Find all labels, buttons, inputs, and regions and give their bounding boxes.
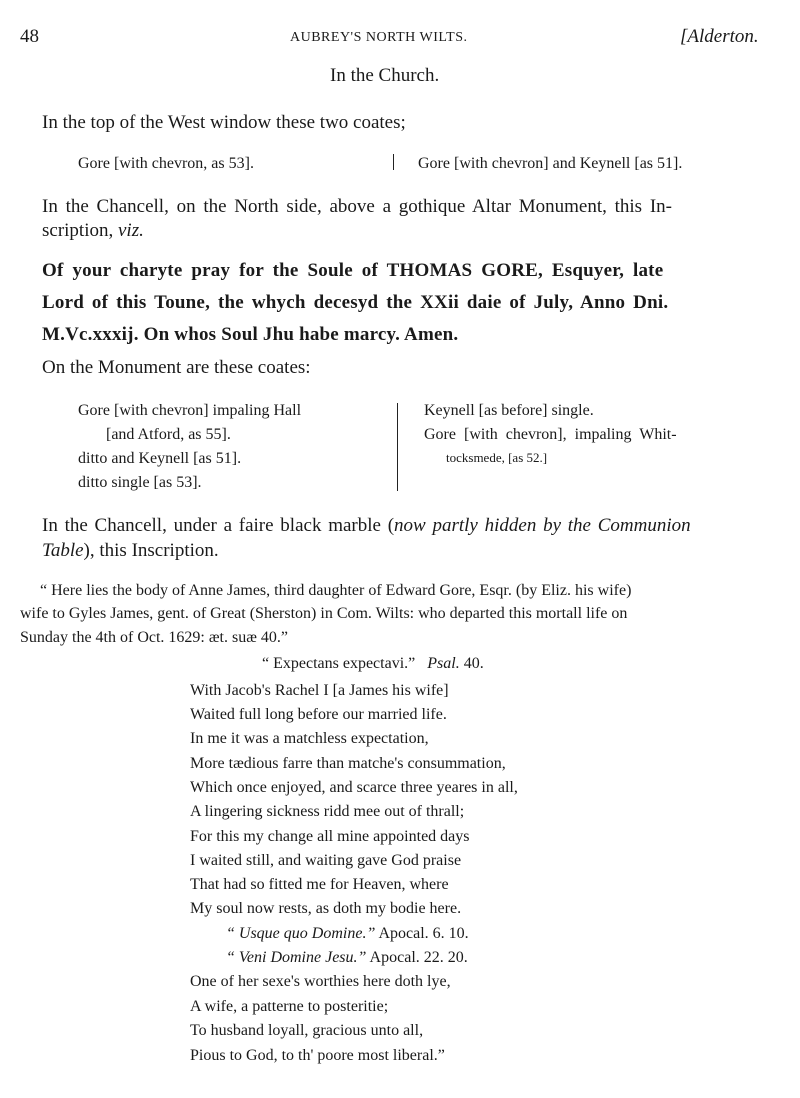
epitaph-line: Sunday the 4th of Oct. 1629: æt. suæ 40.”: [20, 629, 288, 646]
chancell-north-line2: [42, 221, 144, 240]
poem-line: To husband loyall, gracious unto all,: [190, 1022, 424, 1039]
text: 40.: [459, 655, 484, 672]
poem-line: A wife, a patterne to posteritie;: [190, 998, 389, 1015]
text: In the Chancell, under a faire black marble (: [42, 515, 395, 536]
text: “ Expectans expectavi.”: [262, 655, 416, 672]
inscription-line: M.Vc.xxxij. On whos Soul Jhu habe marcy. Amen.: [42, 324, 459, 345]
monument-left-line: [and Atford, as 55].: [106, 426, 231, 443]
divider: [397, 403, 398, 491]
text: scription,: [42, 220, 118, 241]
running-title: AUBREY'S NORTH WILTS.: [290, 30, 468, 45]
poem-line: Pious to God, to th' poore most liberal.”: [190, 1047, 445, 1064]
italic-text: “ Usque quo Domine.”: [226, 925, 376, 942]
poem-line: A lingering sickness ridd mee out of thrall;: [190, 803, 465, 820]
poem-line: One of her sexe's worthies here doth lye,: [190, 973, 451, 990]
west-window-intro: In the top of the West window these two coates;: [42, 112, 406, 133]
italic-text: Table: [42, 540, 84, 561]
poem-line: In me it was a matchless expectation,: [190, 730, 429, 747]
chancell-marble-line2: [42, 541, 219, 560]
inscription-line: Of your charyte pray for the Soule of THOMAS GORE, Esquyer, late: [42, 260, 664, 281]
coat-left: Gore [with chevron, as 53].: [78, 155, 254, 172]
motto: [262, 656, 484, 672]
monument-left-line: ditto and Keynell [as 51].: [78, 450, 242, 467]
poem-line: With Jacob's Rachel I [a James his wife]: [190, 682, 449, 699]
coat-right: Gore [with chevron] and Keynell [as 51].: [418, 155, 683, 172]
italic-text: “ Veni Domine Jesu.”: [226, 949, 367, 966]
poem-line: Waited full long before our married life.: [190, 706, 447, 723]
text: ), this Inscription.: [83, 540, 219, 561]
scripture-ref: [226, 950, 468, 966]
italic-text: Psal.: [427, 655, 460, 672]
monument-left-line: ditto single [as 53].: [78, 474, 202, 491]
poem-line: For this my change all mine appointed days: [190, 828, 470, 845]
italic-text: now partly hidden by the Communion: [394, 515, 691, 536]
monument-left-line: Gore [with chevron] impaling Hall: [78, 402, 302, 419]
italic-text: viz.: [118, 220, 144, 241]
poem-line: Which once enjoyed, and scarce three yeares in all,: [190, 779, 518, 796]
scripture-ref: [226, 926, 469, 942]
monument-intro: On the Monument are these coates:: [42, 357, 311, 378]
text: Apocal. 6. 10.: [375, 925, 469, 942]
inscription-line: Lord of this Toune, the whych decesyd the XXii daie of July, Anno Dni.: [42, 292, 669, 313]
poem-line: My soul now rests, as doth my bodie here.: [190, 900, 462, 917]
text: Apocal. 22. 20.: [366, 949, 468, 966]
section-title: [Alderton.: [680, 26, 759, 47]
monument-right-line: Keynell [as before] single.: [424, 402, 594, 419]
divider: [393, 154, 394, 170]
epitaph-line: wife to Gyles James, gent. of Great (Sherston) in Com. Wilts: who departed this mortall life on: [20, 605, 628, 622]
epitaph-line: “ Here lies the body of Anne James, third daughter of Edward Gore, Esqr. (by Eliz. his wife): [40, 582, 632, 599]
subtitle: In the Church.: [330, 65, 440, 86]
poem-line: That had so fitted me for Heaven, where: [190, 876, 449, 893]
poem-line: I waited still, and waiting gave God praise: [190, 852, 462, 869]
page-number: 48: [20, 26, 39, 47]
monument-right-line: Gore [with chevron], impaling Whit-: [424, 426, 677, 443]
chancell-marble-line1: [42, 516, 691, 535]
chancell-north-line1: In the Chancell, on the North side, above a gothique Altar Monument, this In-: [42, 196, 672, 217]
monument-right-line: tocksmede, [as 52.]: [446, 450, 548, 465]
poem-line: More tædious farre than matche's consummation,: [190, 755, 506, 772]
